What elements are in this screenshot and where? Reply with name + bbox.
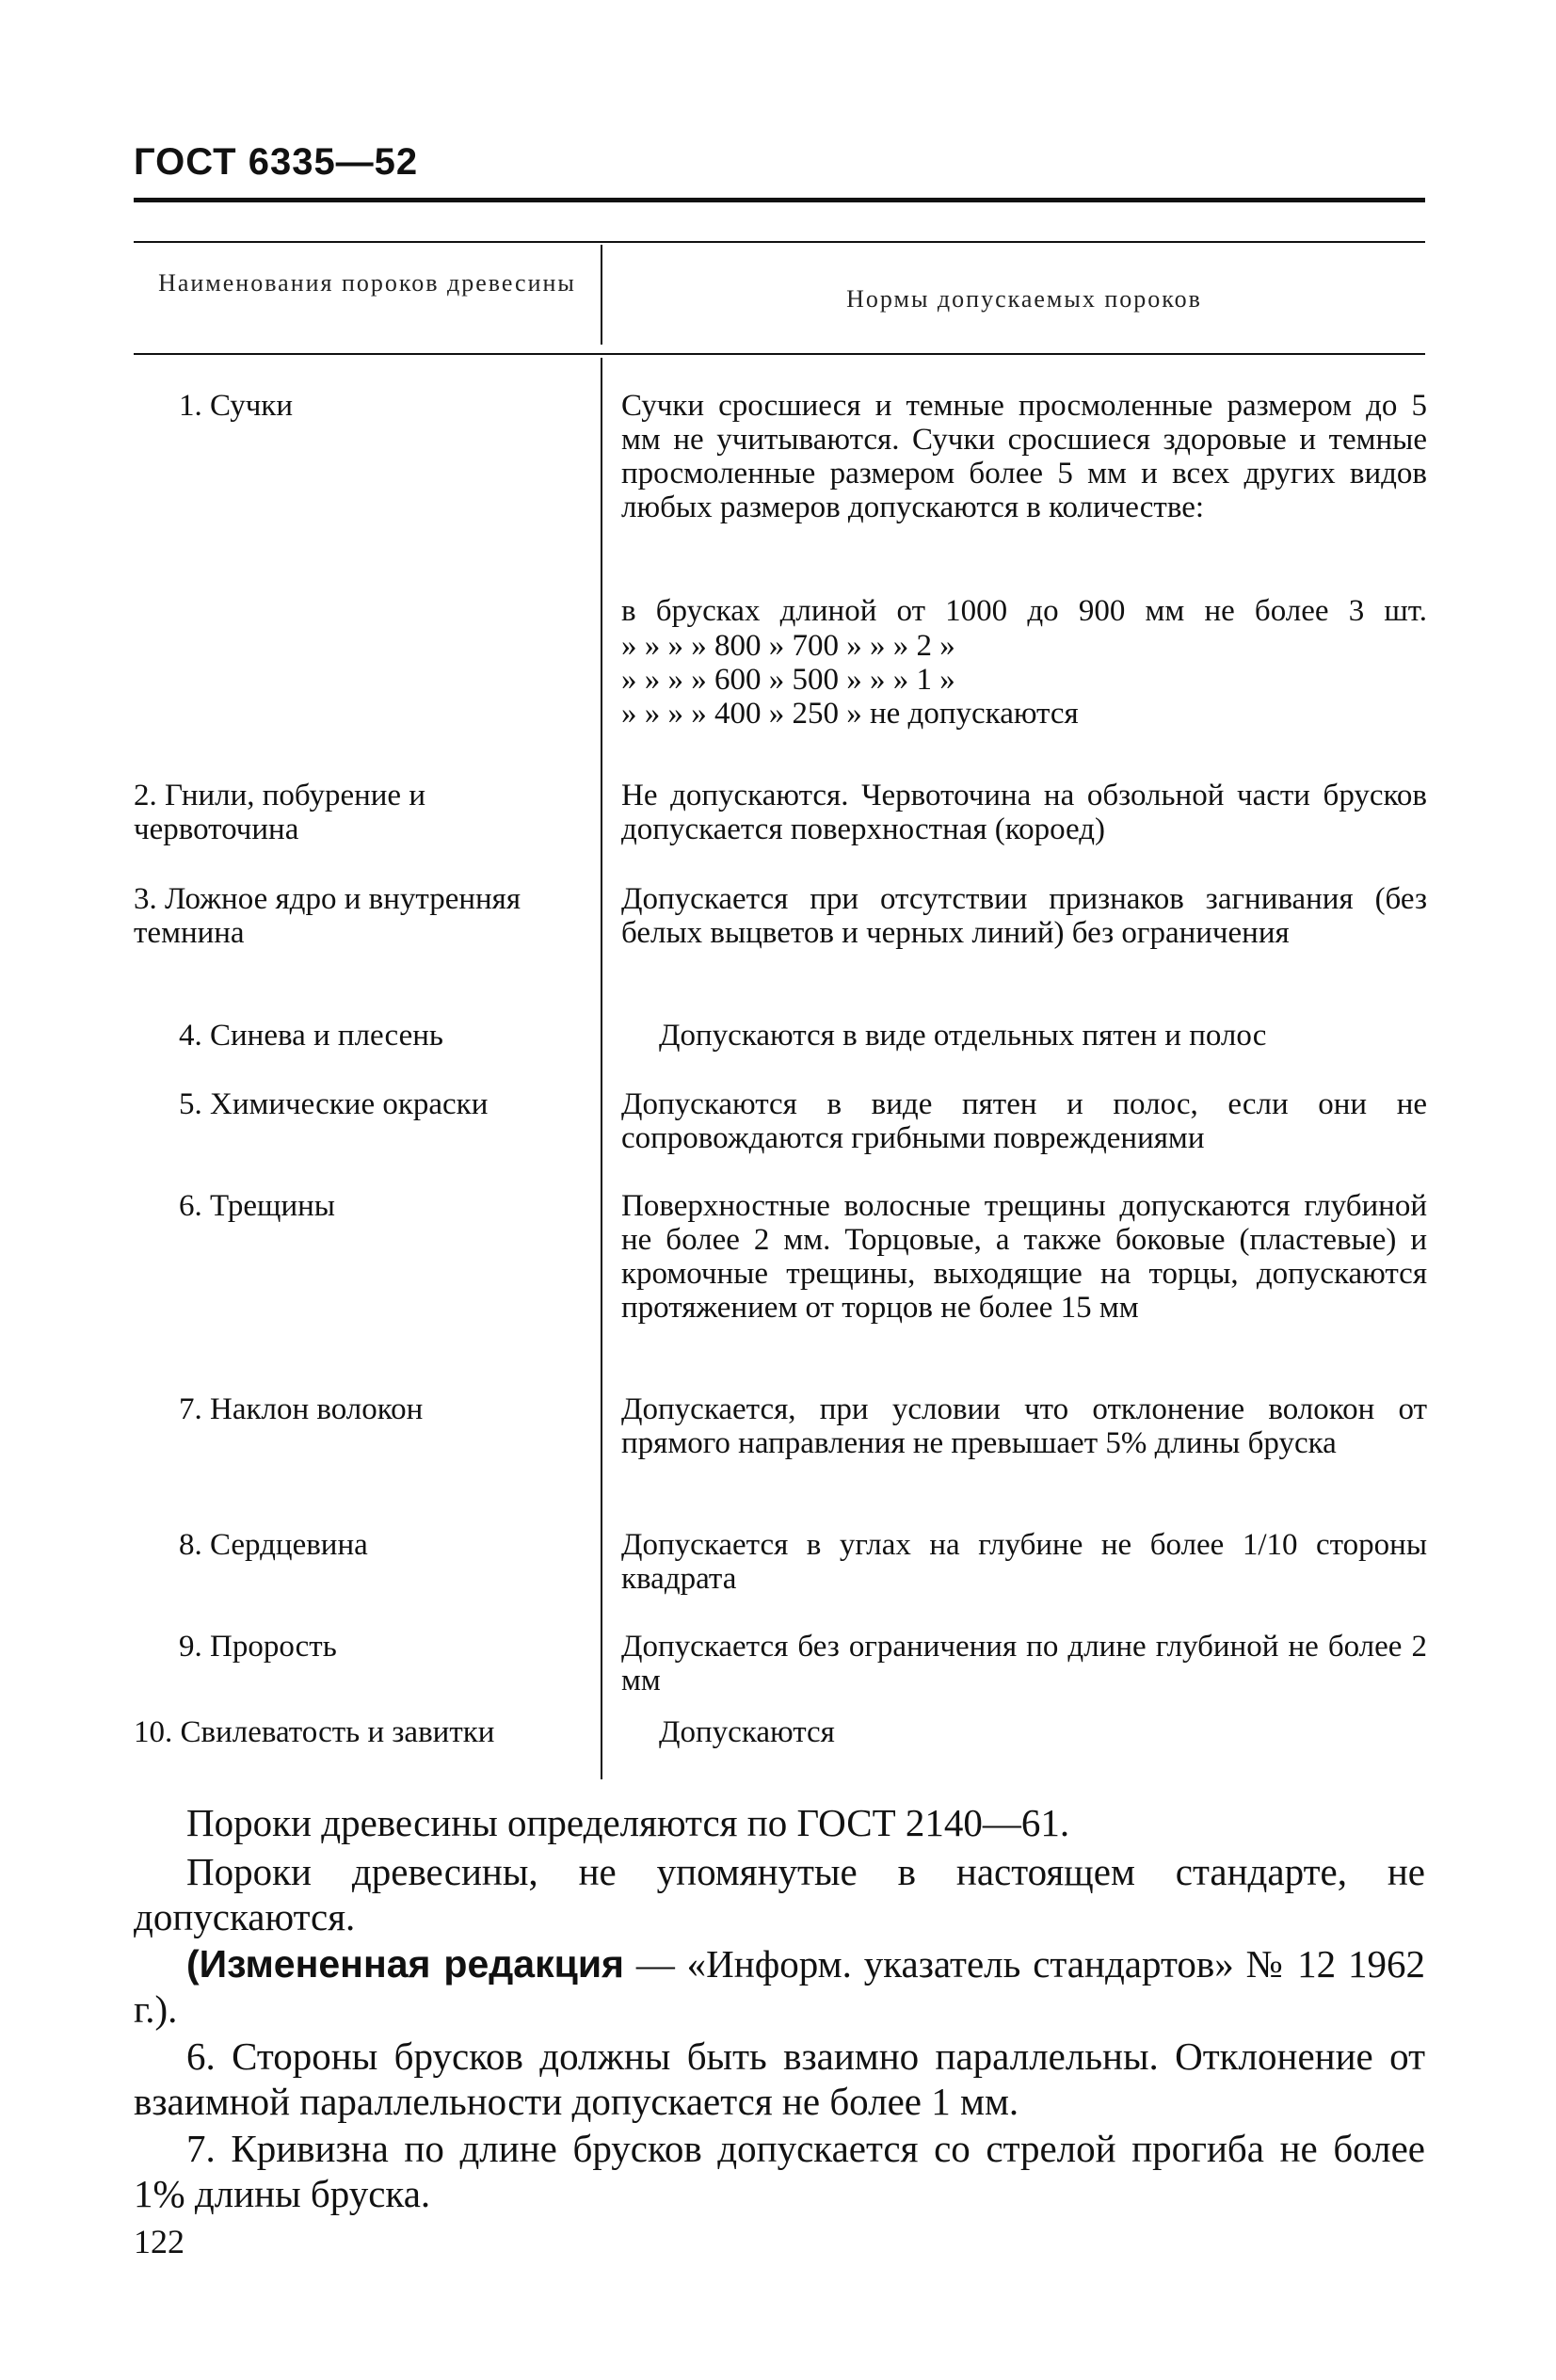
paragraph-clause-6: 6. Стороны брусков должны быть взаимно параллельны. Отклонение от взаимной параллельности допускается не более 1 мм. bbox=[134, 2034, 1425, 2123]
row-name-chemical-stains: 5. Химические окраски bbox=[179, 1087, 489, 1121]
row-norm-blue-stain: Допускаются в виде отдельных пятен и полос bbox=[659, 1019, 1267, 1053]
row-norm-cracks: Поверхностные волосные трещины допускаются глубиной не более 2 мм. Торцовые, а также боковые (пластевые) и кромочные трещины, выходящие на торцы, допускаются протяжением от торцов не более 15 мм bbox=[621, 1189, 1427, 1325]
row-norm-rot: Не допускаются. Червоточина на обзольной части брусков допускается поверхностная (короед) bbox=[621, 779, 1427, 846]
column-header-defect-name: Наименования пороков древесины bbox=[158, 269, 576, 297]
paragraph-defects-reference: Пороки древесины определяются по ГОСТ 2140—61. bbox=[186, 1801, 1070, 1844]
row-name-knots: 1. Сучки bbox=[179, 389, 293, 423]
document-header: ГОСТ 6335—52 bbox=[134, 141, 419, 183]
row-name-blue-stain: 4. Синева и плесень bbox=[179, 1019, 443, 1053]
row-name-pith: 8. Сердцевина bbox=[179, 1528, 368, 1562]
row-name-ingrown-bark: 9. Прорость bbox=[179, 1630, 337, 1664]
row-norm-pith: Допускается в углах на глубине не более 1/10 стороны квадрата bbox=[621, 1528, 1427, 1596]
row-norm-knots: Сучки сросшиеся и темные просмоленные размером до 5 мм не учитываются. Сучки сросшиеся здоровые и темные просмоленные размером более 5 мм и всех других видов любых размеров допускаются в количестве: bbox=[621, 389, 1427, 524]
header-rule bbox=[134, 198, 1425, 202]
row-name-false-heartwood: 3. Ложное ядро и внутренняя темнина bbox=[134, 882, 521, 950]
table-column-divider-header bbox=[601, 245, 602, 345]
table-header-rule bbox=[134, 353, 1425, 355]
row-norm-false-heartwood: Допускается при отсутствии признаков загнивания (без белых выцветов и черных линий) без ограничения bbox=[621, 882, 1427, 950]
paragraph-amendment-note bbox=[134, 1941, 1425, 2032]
row-name-curly-grain: 10. Свилеватость и завитки bbox=[134, 1715, 495, 1749]
row-norm-grain-slope: Допускается, при условии что отклонение волокон от прямого направления не превышает 5% длины бруска bbox=[621, 1392, 1427, 1460]
knots-quantity-row-1: в брусках длиной от 1000 до 900 мм не более 3 шт. bbox=[621, 594, 1427, 628]
amendment-label: (Измененная редакция bbox=[186, 1942, 624, 1986]
knots-quantity-row-2: » » » » 800 » 700 » » » 2 » bbox=[621, 629, 955, 663]
row-norm-curly-grain: Допускаются bbox=[659, 1715, 835, 1749]
knots-quantity-row-4: » » » » 400 » 250 » не допускаются bbox=[621, 697, 1079, 731]
table-top-rule bbox=[134, 241, 1425, 243]
row-name-grain-slope: 7. Наклон волокон bbox=[179, 1392, 424, 1426]
table-column-divider bbox=[601, 358, 602, 1779]
row-name-rot: 2. Гнили, побурение и червоточина bbox=[134, 779, 425, 846]
row-name-cracks: 6. Трещины bbox=[179, 1189, 335, 1223]
amendment-source: — «Информ. указатель стандартов» № 12 1962 г.). bbox=[134, 1942, 1425, 2031]
paragraph-clause-7: 7. Кривизна по длине брусков допускается со стрелой прогиба не более 1% длины бруска. bbox=[134, 2127, 1425, 2215]
page-number: 122 bbox=[134, 2223, 184, 2260]
column-header-allowed-norms: Нормы допускаемых пороков bbox=[846, 285, 1202, 313]
row-norm-ingrown-bark: Допускается без ограничения по длине глубиной не более 2 мм bbox=[621, 1630, 1427, 1697]
paragraph-unlisted-defects: Пороки древесины, не упомянутые в настоящем стандарте, не допускаются. bbox=[134, 1850, 1425, 1938]
knots-quantity-row-3: » » » » 600 » 500 » » » 1 » bbox=[621, 663, 955, 697]
row-norm-chemical-stains: Допускаются в виде пятен и полос, если они не сопровождаются грибными повреждениями bbox=[621, 1087, 1427, 1155]
